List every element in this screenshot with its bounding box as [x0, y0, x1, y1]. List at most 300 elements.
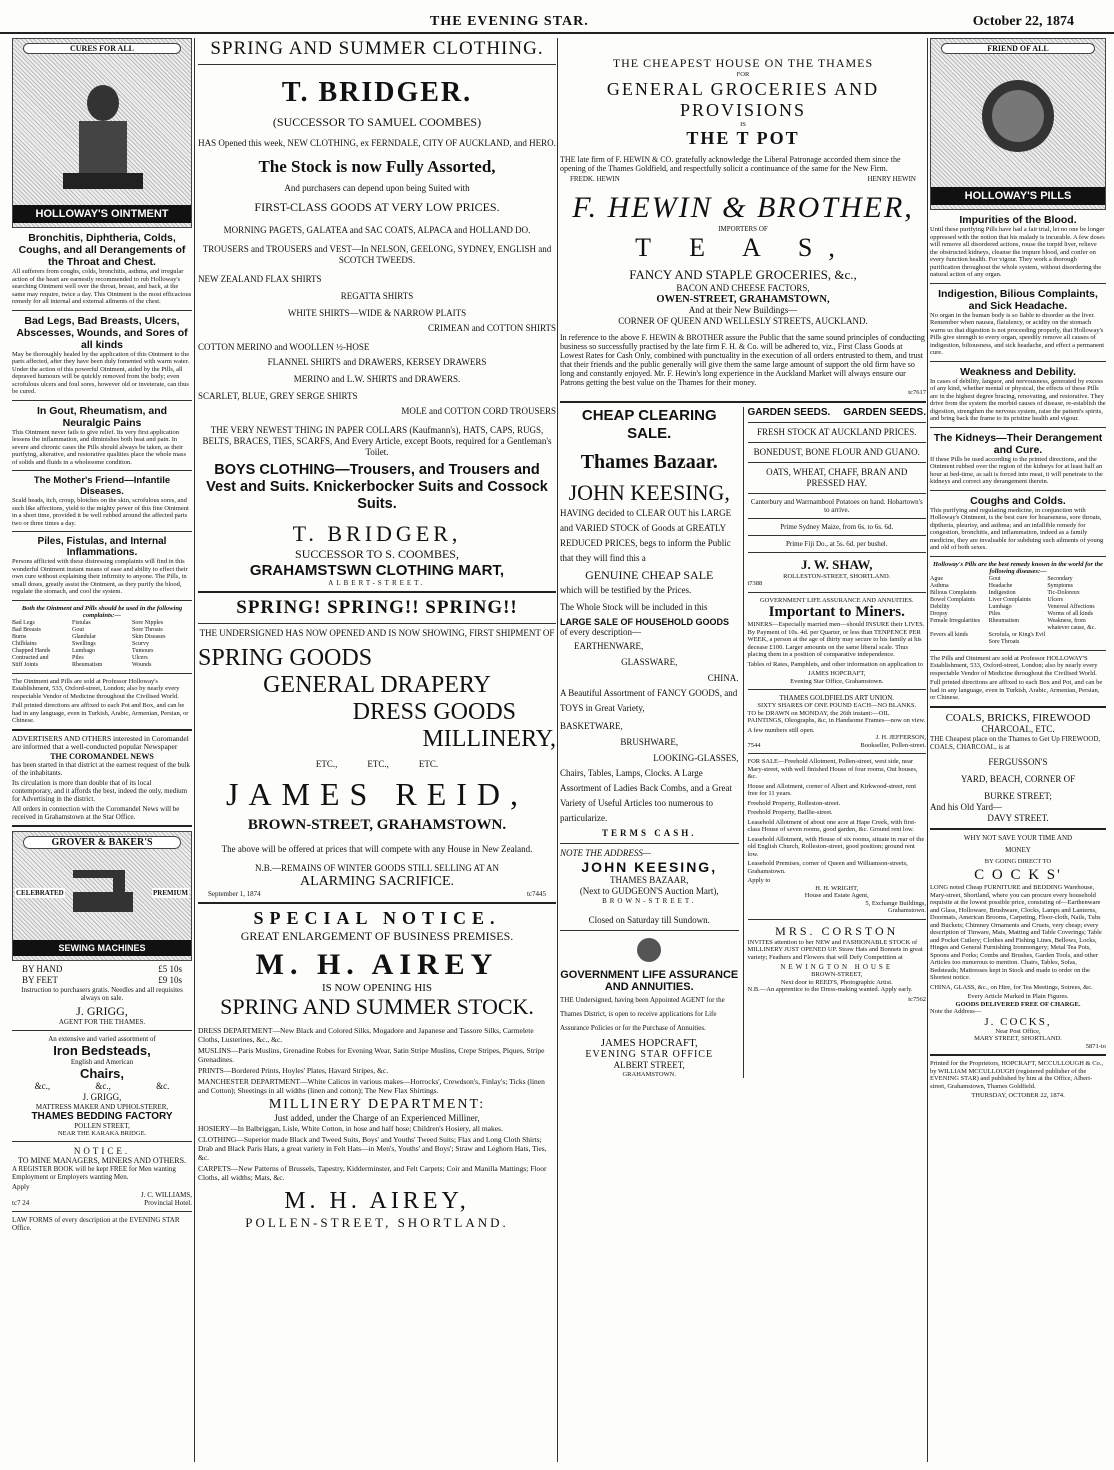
ad-code: 7544 [747, 741, 761, 749]
ad-code: 5871-to [1085, 1042, 1106, 1050]
ad-body: A few numbers still open. [747, 726, 815, 734]
list-item: Secondary [1047, 575, 1073, 582]
divider [12, 310, 192, 311]
agent-name: JAMES HOPCRAFT, [808, 670, 866, 677]
ad-heading: Bronchitis, Diphtheria, Colds, Coughs, and all Derangements of the Throat and Chest. [18, 232, 186, 268]
masthead [0, 0, 1114, 34]
ad-body: No organ in the human body is so liable to disorder as the liver. Remember when nausea, flatulency, or acidity on the stomach warns us that digestion is not proceeding properly, that Holloway's Pills give strength to every organ, speedily remove all causes of indigestion, biliousness, and sick headache, and effect a permanent cure. [930, 311, 1105, 356]
ad-body: has been started in that district at the earnest request of the bulk of the inhabitants. [12, 760, 191, 777]
list-item: Piles [988, 610, 1001, 617]
store-name: THE T POT [686, 128, 800, 148]
divider [930, 361, 1106, 362]
divider [560, 843, 739, 844]
divider [198, 623, 556, 624]
ad-subheading: IMPORTERS OF [718, 225, 768, 233]
etc-row [12, 1081, 192, 1092]
address: ROLLESTON-STREET, SHORTLAND. [783, 572, 891, 580]
ad-body: This Ointment never fails to give relief. Its very first application lessens the inflammation, and diminishes both heat and pain. In severe and chronic cases the Pills should always be taken, as their purifying, alterative, and restorative qualities place the whole mass of solids and fluids in a wholesome condition. [12, 428, 186, 466]
ad-subheading: GREAT ENLARGEMENT OF BUSINESS PREMISES. [240, 929, 514, 943]
ad-subheading: And at their New Buildings— [688, 305, 798, 315]
ad-body: CLOTHING—Superior made Black and Tweed Suits, Boys' and Youths' Tweed Suits; Flax and Long Cloth Shirts; Drab and Black Paris Hats, a great variety in Felt Hats—in Men's, Youths' and Boys'; Straw and Leghorn Hats, Ties, &c. [198, 1135, 547, 1162]
item-line: CHINA. [707, 672, 739, 683]
address: ALBERT-STREET. [328, 579, 426, 587]
list-item: Chapped Hands [12, 647, 51, 654]
divider [930, 556, 1106, 557]
list-item: Female Irregularities [930, 617, 981, 624]
divider [12, 1030, 192, 1031]
divider [930, 427, 1106, 428]
ad-body: Prime Sydney Maize, from 6s. to 6s. 6d. [780, 522, 894, 531]
emblem-arc-text: FRIEND OF ALL [941, 43, 1095, 54]
ad-body: This purifying and regulating medicine, in conjunction with Holloway's Ointment, is the best cure for hoarseness, sore throats, diptheria, pleurisy, and asthma; and an infallible remedy for congestion, bronchitis, and inflammation, indeed as a family medicine, they are invaluable for subduing such ailments of young and old of both sexes. [930, 506, 1104, 551]
ad-heading: GENERAL DRAPERY [263, 672, 491, 698]
ad-heading: DRESS GOODS [352, 699, 516, 725]
ad-body: DRESS DEPARTMENT—New Black and Colored Silks, Mogadore and Japanese and Tassore Silks, Carmelete Cloths, Lusterines, &c., &c. [198, 1026, 534, 1044]
list-item: Asthma [930, 582, 949, 589]
ad-body: Until these purifying Pills have had a fair trial, let no one be longer oppressed with the notion that his malady is incurable. A few doses will remove all disordered actions, rouse the torpid liver, relieve the obstructed kidneys, cleanse the impure blood, and confer on every function health. For vigour. They work a thorough purification throughout the whole system, without disordering the natural action of any organ. [930, 226, 1105, 278]
ad-code: tc7 24 [12, 1199, 30, 1207]
ad-body: House and Allotment, corner of Albert and Kirkwood-street, rent free for 11 years. [747, 782, 917, 797]
ad-heading: GENUINE CHEAP SALE [585, 567, 714, 582]
contact-row [12, 1199, 192, 1207]
ad-body: Leasehold Premises, corner of Queen and Williamson-streets, Grahamstown. [747, 860, 908, 875]
ad-body: MANCHESTER DEPARTMENT—White Calicos in various makes—Horrocks', Crewdson's, Finlay's; Ticks (linen and Cotton); Sheetings in all widths (linen and cotton); The New Flax Shirtings. [198, 1077, 545, 1095]
ad-heading: FIRST-CLASS GOODS AT VERY LOW PRICES. [254, 200, 500, 214]
list-item: Bilious Complaints [930, 589, 977, 596]
ad-body: Apply [12, 1183, 30, 1191]
ad-heading: MONEY [1005, 845, 1031, 854]
contact-name: J. C. WILLIAMS, [140, 1191, 192, 1199]
divider [748, 462, 927, 463]
divider [748, 442, 927, 443]
ad-heading: GARDEN SEEDS. [747, 406, 831, 418]
signature: FREDK. HEWIN [570, 175, 620, 183]
address: Next door to REED'S, Photographic Artist. [780, 978, 893, 986]
item-line: MERINO and L.W. SHIRTS and DRAWERS. [293, 374, 461, 384]
ad-body: Full printed directions are affixed to each Box and Pot, and can be had in any language, even in Turkish, Arabic, Armenian, Persian, or Chinese. [930, 679, 1103, 701]
ad-subheading: SIXTY SHARES OF ONE POUND EACH—NO BLANKS. [757, 702, 917, 709]
seated-figure-icon [43, 63, 163, 193]
ad-body: HAS Opened this week, NEW CLOTHING, ex FERNDALE, CITY OF AUCKLAND, and HERO. [198, 138, 556, 148]
holloway-pills-emblem [930, 38, 1106, 210]
contact-place: Bookseller, Pollen-street. [860, 741, 926, 749]
ad-heading: In Gout, Rheumatism, and Neuralgic Pains [36, 404, 168, 429]
ad-body: If these Pills be used according to the printed directions, and the Ointment rubbed over the region of the kidneys for at least half an hour at bed-time, as salt is forced into meat, it will penetrate to the kidneys and correct any derangement therein. [930, 455, 1103, 485]
agent-name: J. GRIGG, [82, 1091, 122, 1102]
divider [560, 930, 739, 931]
ad-heading: MILLINERY, [422, 726, 556, 752]
list-item: Sore Throats [132, 626, 163, 633]
ad-subheading: FANCY AND STAPLE GROCERIES, &c., [629, 267, 857, 282]
ad-body: All sufferers from coughs, colds, bronchitis, asthma, and irregular action of the heart are earnestly recommended to rub Holloway's searching Ointment well over the throat, breast, and back, at the same may require, twice a day. This Ointment is the most efficacious remedy for all internal and external ailments of the chest. [12, 268, 192, 305]
etc-text: ETC., [315, 759, 338, 769]
ad-body: An extensive and varied assortment of [48, 1034, 156, 1043]
ad-body: A Beautiful Assortment of FANCY GOODS, and TOYS in Great Variety, [560, 687, 738, 713]
issue-date: October 22, 1874 [972, 14, 1074, 29]
list-item: Worms of all kinds [1047, 610, 1094, 617]
emblem-arc-text: CURES FOR ALL [23, 43, 181, 54]
column-2 [198, 38, 556, 1462]
divider [748, 919, 927, 920]
ad-body: The above will be offered at prices that will compete with any House in New Zealand. [221, 844, 533, 854]
ad-body: Persons afflicted with these distressing complaints will find in this wonderful Ointment instant means of ease and ability to effect their own cure without explaining their infirmity to anyone. The Pills, in small doses, greatly assist the Ointment, as they purify the blood, regulate the stomach, and cool the system. [12, 558, 188, 595]
item-line: LOOKING-GLASSES, [653, 752, 739, 763]
ad-heading: SPRING! SPRING!! SPRING!! [236, 597, 518, 618]
contact-role: House and Estate Agent, [804, 892, 869, 899]
list-item: Lumbago [988, 603, 1012, 610]
etc-text: &c., [34, 1080, 51, 1091]
divider [12, 1141, 192, 1142]
merchant-name: JOHN KEESING, [568, 479, 730, 505]
divider [930, 490, 1106, 491]
address: Near Post Office, [995, 1027, 1041, 1035]
list-item: Scrofula, or King's Evil [988, 631, 1046, 638]
ad-heading: The Stock is now Fully Assorted, [258, 157, 496, 176]
etc-text: &c., [95, 1080, 111, 1091]
ad-body: THE Cheapest place on the Thames to Get Up FIREWOOD, COALS, CHARCOAL, is at [930, 734, 1101, 751]
list-item: Scurvy [132, 640, 149, 647]
crest-icon [634, 935, 664, 965]
merchant-name: M. H. AIREY [255, 948, 499, 981]
list-item [1047, 639, 1106, 646]
ad-heading: SPRING AND SUMMER CLOTHING. [210, 38, 544, 59]
list-item: Ulcers [1047, 596, 1063, 603]
ad-heading: MILLINERY DEPARTMENT: [268, 1097, 486, 1112]
list-item: Tic-Doloreux [1047, 589, 1080, 596]
ad-body: of every description— [560, 626, 641, 637]
ad-heading: GARDEN SEEDS. [843, 406, 926, 418]
column-divider [927, 38, 928, 1462]
item-line: COTTON MERINO and WOOLLEN ½-HOSE [198, 342, 370, 352]
holloway-ointment-emblem [12, 38, 192, 228]
ad-body: LAW FORMS of every description at the EVENING STAR Office. [12, 1216, 180, 1232]
list-item: Indigestion [988, 589, 1016, 596]
ad-body: Full printed directions are affixed to each Pot and Box, and can be had in any language, even in Turkish, Arabic, Armenian, Persian, or Chinese. [12, 702, 189, 724]
etc-row [198, 759, 556, 770]
price-label: BY FEET [22, 974, 58, 985]
ad-body: HAVING decided to CLEAR OUT his LARGE and VARIED STOCK of Goods at GREATLY REDUCED PRICES, begs to inform the Public that they will find this a [560, 507, 732, 563]
divider [12, 531, 192, 532]
ad-heading: Coughs and Colds. [970, 494, 1066, 507]
ad-body: FOR SALE—Freehold Allotment, Pollen-street, west side, near Mary-street, with well finished House of four rooms, Out houses, &c. [747, 758, 918, 780]
divider [198, 64, 556, 65]
divider [12, 1211, 192, 1212]
list-item: Stiff Joints [12, 661, 39, 668]
etc-text: ETC. [418, 759, 439, 769]
agent-name: JAMES HOPCRAFT, [600, 1036, 698, 1049]
ad-body: LONG noted Cheap FURNITURE and BEDDING Warehouse, Mary-street, Shortland, where you can procure every household requisite at the lowest possible price, consisting of—Earthenware and Glass, Holloware, Brushware, Clocks, Lamps and Lanterns, Doormats, American Brooms, Carpeting, Floor-cloth, Nails, Tubs and Buckets; Chimney Ornaments and Cruets, very cheap; every description of Tinware, Mats, Matting and Table Coverings; Table and Pocket Cutlery; Clothes and Fishing Lines, Bellows, Locks, Hinges and General Furnishing Ironmongery; Metal Tea Pots, Spoons and Forks; Combs and Brushes, Garden Tools, and other Articles too numerous to mention. Chairs, Tables, Sofas, Bedsteads; Mattresses kept in Stock and made to order on the Shortest notice. [930, 884, 1102, 981]
column-divider [194, 38, 195, 1462]
list-item: Sore Throats [988, 638, 1020, 645]
address: MARY STREET, SHORTLAND. [974, 1035, 1062, 1042]
emblem-arc-text: GROVER & BAKER'S [23, 836, 181, 849]
ad-body: Prime Fiji Do., at 5s. 6d. per bushel. [786, 539, 888, 548]
ad-heading: Impurities of the Blood. [959, 214, 1077, 226]
divider [12, 470, 192, 471]
divider [748, 592, 927, 593]
ad-body: which will be testified by the Prices. [560, 584, 692, 595]
ad-body: Its circulation is more than double that of its local contemporary, and it affords the best, indeed the only, medium for Advertising in the district. [12, 778, 188, 803]
divider [198, 591, 556, 593]
ad-heading: TERMS CASH. [601, 827, 697, 838]
address: POLLEN STREET, [74, 1121, 130, 1130]
item-line: TROUSERS and TROUSERS and VEST—In NELSON, GEELONG, SYDNEY, ENGLISH and SCOTCH TWEEDS. [202, 244, 552, 265]
ad-date: September 1, 1874 [208, 890, 261, 898]
list-item: Wounds [132, 661, 152, 668]
merchant-name: C O C K S' [974, 867, 1062, 883]
item-line: GLASSWARE, [621, 656, 678, 667]
contact-row [748, 742, 927, 750]
signature: HENRY HEWIN [867, 175, 916, 183]
ad-heading: GOVERNMENT LIFE ASSURANCE AND ANNUITIES. [759, 596, 914, 604]
ad-body: A REGISTER BOOK will be kept FREE for Men wanting Employment or Employers wanting Men. [12, 1165, 176, 1181]
divider [930, 828, 1106, 830]
ad-heading: T E A S, [635, 233, 851, 262]
column-3 [560, 38, 926, 1462]
ad-heading: WHY NOT SAVE YOUR TIME AND [963, 833, 1073, 842]
list-item: Contracted and [12, 654, 49, 661]
divider [198, 902, 556, 904]
ad-heading: CHEAP CLEARING SALE. [581, 406, 717, 442]
list-item: Tumours [132, 647, 154, 654]
ad-body: GOODS DELIVERED FREE OF CHARGE. [955, 1000, 1081, 1008]
list-item: Chilblains [12, 640, 37, 647]
diseases-title: Holloway's Pills are the best remedy known in the world for the following diseases:— [933, 560, 1103, 575]
imprint-date: THURSDAY, OCTOBER 22, 1874. [971, 1092, 1065, 1099]
emblem-left-text: CELEBRATED [16, 888, 64, 897]
agent-role: MATTRESS MAKER AND UPHOLSTERER, [35, 1102, 169, 1111]
ad-body: Leasehold Allotment, with House of six rooms, situate in rear of the old English Church, Rolleston-street, good position; ground rent low. [747, 835, 925, 858]
column-4 [930, 38, 1106, 1462]
item-line: MOLE and COTTON CORD TROUSERS [401, 406, 556, 416]
office-name: EVENING STAR OFFICE [585, 1048, 714, 1060]
ad-code: tc7562 [908, 995, 926, 1003]
dateline [198, 890, 556, 898]
item-line: CRIMEAN and COTTON SHIRTS [427, 323, 556, 333]
list-item: Piles [72, 654, 84, 661]
ad-body: Closed on Saturday till Sundown. [588, 914, 710, 925]
ad-body: Every Article Marked in Plain Figures. [967, 993, 1069, 1000]
divider [748, 493, 927, 494]
ad-subheading: (SUCCESSOR TO SAMUEL COOMBES) [272, 115, 482, 129]
address: POLLEN-STREET, SHORTLAND. [245, 1215, 509, 1230]
divider [12, 600, 192, 601]
address: 5, Exchange Buildings, [865, 899, 926, 907]
divider [560, 401, 926, 403]
address: CORNER OF QUEEN AND WELLESLY STREETS, AUCKLAND. [618, 316, 868, 326]
address: NEAR THE KARAKA BRIDGE. [57, 1129, 147, 1137]
sewing-machine-emblem [12, 831, 192, 961]
ad-heading: LARGE SALE OF HOUSEHOLD GOODS [560, 616, 730, 627]
column-3-split [560, 407, 926, 1079]
list-item: Bad Breasts [12, 626, 41, 633]
ad-subheading: SUCCESSOR TO S. COOMBES, [295, 547, 459, 561]
ad-heading: The Mother's Friend—Infantile Diseases. [33, 475, 171, 497]
item-line: SCARLET, BLUE, GREY SERGE SHIRTS [198, 391, 358, 401]
list-item: Symptoms [1047, 582, 1074, 589]
ad-connector: FOR [736, 71, 750, 78]
ad-body: Freehold Property, Rolleston-street. [747, 799, 841, 807]
ad-connector: IS [740, 120, 746, 128]
ad-body: FRESH STOCK AT AUCKLAND PRICES. [757, 426, 917, 437]
ad-body: MUSLINS—Paris Muslins, Grenadine Robes for Evening Wear, Satin Stripe Muslins, Crepe Stripes, Piques, Stripe Grenadines. [198, 1046, 545, 1064]
ad-body: ADVERTISERS AND OTHERS interested in Coromandel are informed that a well-conducted popular Newspaper [12, 733, 189, 751]
ad-body: English and American [70, 1057, 134, 1066]
ad-subheading: BY GOING DIRECT TO [984, 857, 1052, 865]
list-item: Bowel Complaints [930, 596, 975, 603]
ad-body: THE Undersigned, having been Appointed AGENT for the Thames District, is open to receive applications for Life Assurance Policies or for the Purchase of Annuities. [560, 995, 725, 1032]
item-line: WHITE SHIRTS—WIDE & NARROW PLAITS [287, 308, 467, 318]
ad-heading: Chairs, [79, 1065, 125, 1081]
etc-text: &c. [156, 1080, 170, 1091]
list-item: Sore Nipples [132, 619, 164, 626]
item-line: NEW ZEALAND FLAX SHIRTS [198, 274, 322, 284]
signatures [560, 175, 926, 183]
ad-heading: GOVERNMENT LIFE ASSURANCE AND ANNUITIES. [560, 968, 739, 993]
ad-body: N.B.—An apprentice to the Dress-making wanted. Apply early. [747, 986, 913, 993]
merchant-name: M. H. AIREY, [284, 1188, 470, 1214]
ad-body: CHINA, GLASS, &c., on Hire, for Tea Meetings, Soirees, &c. [930, 983, 1093, 991]
list-item: Ague [930, 575, 943, 582]
ad-body: Canterbury and Warrnambool Potatoes on hand. Hobartown's to arrive. [750, 497, 923, 514]
ad-body: MINERS—Especially married men—should INSURE their LIVES. By Payment of 10s. 4d. per Quarter, or less than TENPENCE PER WEEK, a person at the age of thirty may secure to his family at his decease £100. Larger amounts on the same liberal scale. Thus placing them in a position of comparative independence. [747, 621, 925, 658]
ad-body: All orders in connection with the Coromandel News will be received in Grahamstown at the Star Office. [12, 804, 180, 821]
item-line: REGATTA SHIRTS [340, 291, 414, 301]
merchant-name: F. HEWIN & BROTHER, [572, 191, 914, 224]
ad-body: Note the Address— [930, 1008, 982, 1015]
contact-name: J. H. JEFFERSON, [875, 734, 926, 741]
etc-text: ETC., [367, 759, 389, 769]
list-item: Fistulas [72, 619, 91, 626]
list-item: Swellings [72, 640, 96, 647]
price-value: £9 10s [158, 974, 182, 985]
address: OWEN-STREET, GRAHAMSTOWN, [656, 294, 830, 305]
emblem-banner: SEWING MACHINES [13, 940, 191, 956]
item-line: BASKETWARE, [560, 720, 623, 731]
globe-figure-icon [963, 61, 1073, 171]
ad-body: THE late firm of F. HEWIN & CO. gratefully acknowledge the Liberal Patronage accorded them since the opening of the Thames Goldfield, and respectfully solicit a continuance of the same for the New Firm. [560, 155, 901, 173]
merchant-name: T. BRIDGER, [292, 521, 462, 546]
ad-body: In cases of debility, languor, and nervousness, generated by excess of any kind, whether mental or physical, the effects of these Pills are in the highest degree bracing, renovating, and restorative. They drive from the system the morbid causes of disease, re-establish the digestion, strengthen the nervous system, raise the patient's spirits, and bring back the frame to its pristine health and vigour. [930, 377, 1106, 422]
store-name: GRAHAMSTSWN CLOTHING MART, [249, 562, 505, 579]
item-line: EARTHENWARE, [574, 640, 644, 651]
address: ALBERT STREET, [613, 1059, 685, 1070]
divider [930, 1054, 1106, 1056]
ad-body: THE UNDERSIGNED HAS NOW OPENED AND IS NOW SHOWING, FIRST SHIPMENT OF [199, 628, 555, 638]
list-item: Gout [72, 626, 84, 633]
divider [12, 729, 192, 731]
divider [748, 422, 927, 423]
agent-role: AGENT FOR THE THAMES. [58, 1017, 146, 1026]
ad-heading: SPECIAL NOTICE. [253, 908, 501, 928]
ad-heading: Bad Legs, Bad Breasts, Ulcers, Abscesses, Wounds, and Sores of all kinds [16, 314, 188, 351]
ad-heading: THE CHEAPEST HOUSE ON THE THAMES [612, 56, 874, 70]
emblem-banner: HOLLOWAY'S PILLS [931, 187, 1105, 205]
ad-heading: SPRING GOODS [198, 645, 373, 671]
emblem-banner: HOLLOWAY'S OINTMENT [13, 205, 191, 223]
ad-body: Tables of Rates, Pamphlets, and other information on application to [747, 660, 924, 668]
ad-body: The Ointment and Pills are sold at Professor Holloway's Establishment, 533, Oxford-street, London; also by nearly every respectable Vendor of Medicine throughout the Civilised World. [12, 677, 180, 700]
ad-subheading: IS NOW OPENING HIS [321, 982, 433, 994]
address: DAVY STREET. [987, 812, 1049, 823]
list-item: Liver Complaints [988, 596, 1031, 603]
contact-name: H. H. WRIGHT, [815, 884, 859, 892]
list-item: Rheumatism [72, 661, 103, 668]
ad-subheading: CHARCOAL, ETC. [981, 723, 1055, 734]
ad-body: In reference to the above F. HEWIN & BROTHER assure the Public that the same sound principles of conducting business so successfully practised by the late firm F. H. & Co. will be adhered to, viz., First Class Goods at Lowest Rates for Cash Only, combined with punctuality in the execution of all orders entrusted to them, and trust that their friends and the public generally will give them the same large amount of support the old firm have so long and constantly enjoyed. Mr. F. Hewin's long experience in the Auckland Market will always ensure our Patrons getting the best value on the Thames for their money. [560, 333, 925, 387]
ad-body: Scald heads, itch, croup, blotches on the skin, scrofulous sores, and such like affections, yield to the mighty power of this fine Ointment in a short time, provided it be well rubbed around the affected parts two or three times a day. [12, 497, 189, 527]
ad-heading: Indigestion, Bilious Complaints, and Sick Headache. [938, 287, 1098, 312]
ad-subheading: Just added, under the Charge of an Experienced Milliner, [274, 1113, 480, 1123]
emblem-right-text: PREMIUM [153, 888, 188, 897]
address: BURKE STREET; [984, 790, 1052, 801]
divider [748, 552, 927, 553]
address: BROWN-STREET. [602, 896, 697, 905]
merchant-name: T. BRIDGER. [281, 77, 473, 108]
list-item: Glandular [72, 633, 96, 640]
complaints-title: Both the Ointment and Pills should be used in the following complaints:— [21, 604, 183, 619]
complaints-list [12, 620, 192, 669]
ad-heading: GENERAL GROCERIES AND PROVISIONS [606, 78, 880, 120]
ad-heading: THAMES GOLDFIELDS ART UNION. [779, 694, 895, 702]
divider [748, 535, 927, 536]
ad-body: Instruction to purchasers gratis. Needles and all requisites always on sale. [21, 985, 183, 1002]
ad-body: TO be DRAWN on MONDAY, the 26th instant:—OIL PAINTINGS, Oleographs, &c, in Handsome Frames—now on view. [747, 709, 926, 724]
ad-body: N.B.—REMAINS OF WINTER GOODS STILL SELLING AT AN [254, 863, 500, 873]
merchant-name: J. COCKS, [984, 1015, 1052, 1028]
ad-body: May be thoroughly healed by the application of this Ointment to the parts affected, after they have been duly fomented with warm water. Under the action of this powerful Ointment, aided by the Pills, all depraved humours will be quickly removed from the body; even scrofulous ulcers and foul sores, however old or inveterate, can thus be cured. [12, 350, 190, 395]
list-item [1047, 632, 1106, 639]
list-item [930, 639, 989, 646]
merchant-name: JOHN KEESING, [581, 858, 718, 875]
ad-heading: Iron Bedsteads, [53, 1042, 151, 1058]
list-item: Weakness, from whatever cause, &c. [1047, 617, 1096, 631]
ad-heading: SPRING AND SUMMER STOCK. [220, 994, 534, 1019]
ad-heading: Weakness and Debility. [960, 365, 1076, 378]
diseases-list [930, 576, 1106, 646]
factory-name: THAMES BEDDING FACTORY [31, 1110, 173, 1122]
list-item: Burns [12, 633, 27, 640]
ad-heading: NOTICE. [73, 1146, 131, 1156]
ad-body: NOTE THE ADDRESS— [560, 847, 651, 858]
merchant-name: JAMES REID, [225, 776, 528, 812]
list-item: Ulcers [132, 654, 148, 661]
list-item: Fevers all kinds [930, 631, 968, 638]
ad-body: HOSIERY—In Balbriggan, Lisle, White Cotton, in hose and half hose; Children's Hosiery, all makes. [198, 1124, 503, 1133]
address: BROWN-STREET, [811, 971, 863, 978]
address: YARD, BEACH, CORNER OF [960, 773, 1076, 784]
ad-body: And purchasers can depend upon being Suited with [284, 183, 470, 193]
ad-code: t7388 [747, 580, 763, 587]
item-line: BRUSHWARE, [620, 736, 679, 747]
ad-code: tc7617 [908, 389, 926, 396]
ad-body: Apply to [747, 877, 771, 884]
item-line: THE VERY NEWEST THING IN PAPER COLLARS (Kaufmann's), HATS, CAPS, RUGS, BELTS, BRACES, TIES, SCARFS, And Every Article, except Boots, required for a Gentleman's Toilet. [202, 425, 552, 457]
store-name: NEWINGTON HOUSE [780, 963, 894, 971]
address: Evening Star Office, Grahamstown. [790, 677, 884, 685]
divider [748, 518, 927, 519]
price-value: £5 10s [158, 963, 182, 974]
ad-body: Freehold Property, Baillie-street. [747, 809, 833, 816]
ad-heading: TO MINE MANAGERS, MINERS AND OTHERS. [17, 1156, 187, 1165]
imprint: Printed for the Proprietors, HOPCRAFT, MCCULLOUGH & Co., by WILLIAM MCCULLOUGH (registered publisher of the EVENING STAR) and published by him at the Office, Albert-street, Grahamstown, Thames Goldfield. [930, 1060, 1104, 1090]
ad-heading: Piles, Fistulas, and Internal Inflammations. [37, 536, 167, 558]
merchant-name: J. W. SHAW, [801, 556, 873, 572]
list-item: Bad Legs [12, 619, 35, 626]
ad-heading: COALS, BRICKS, FIREWOOD [945, 711, 1091, 724]
agent-name: J. GRIGG, [76, 1003, 128, 1018]
ad-subheading: BACON AND CHEESE FACTORS, [676, 283, 810, 293]
